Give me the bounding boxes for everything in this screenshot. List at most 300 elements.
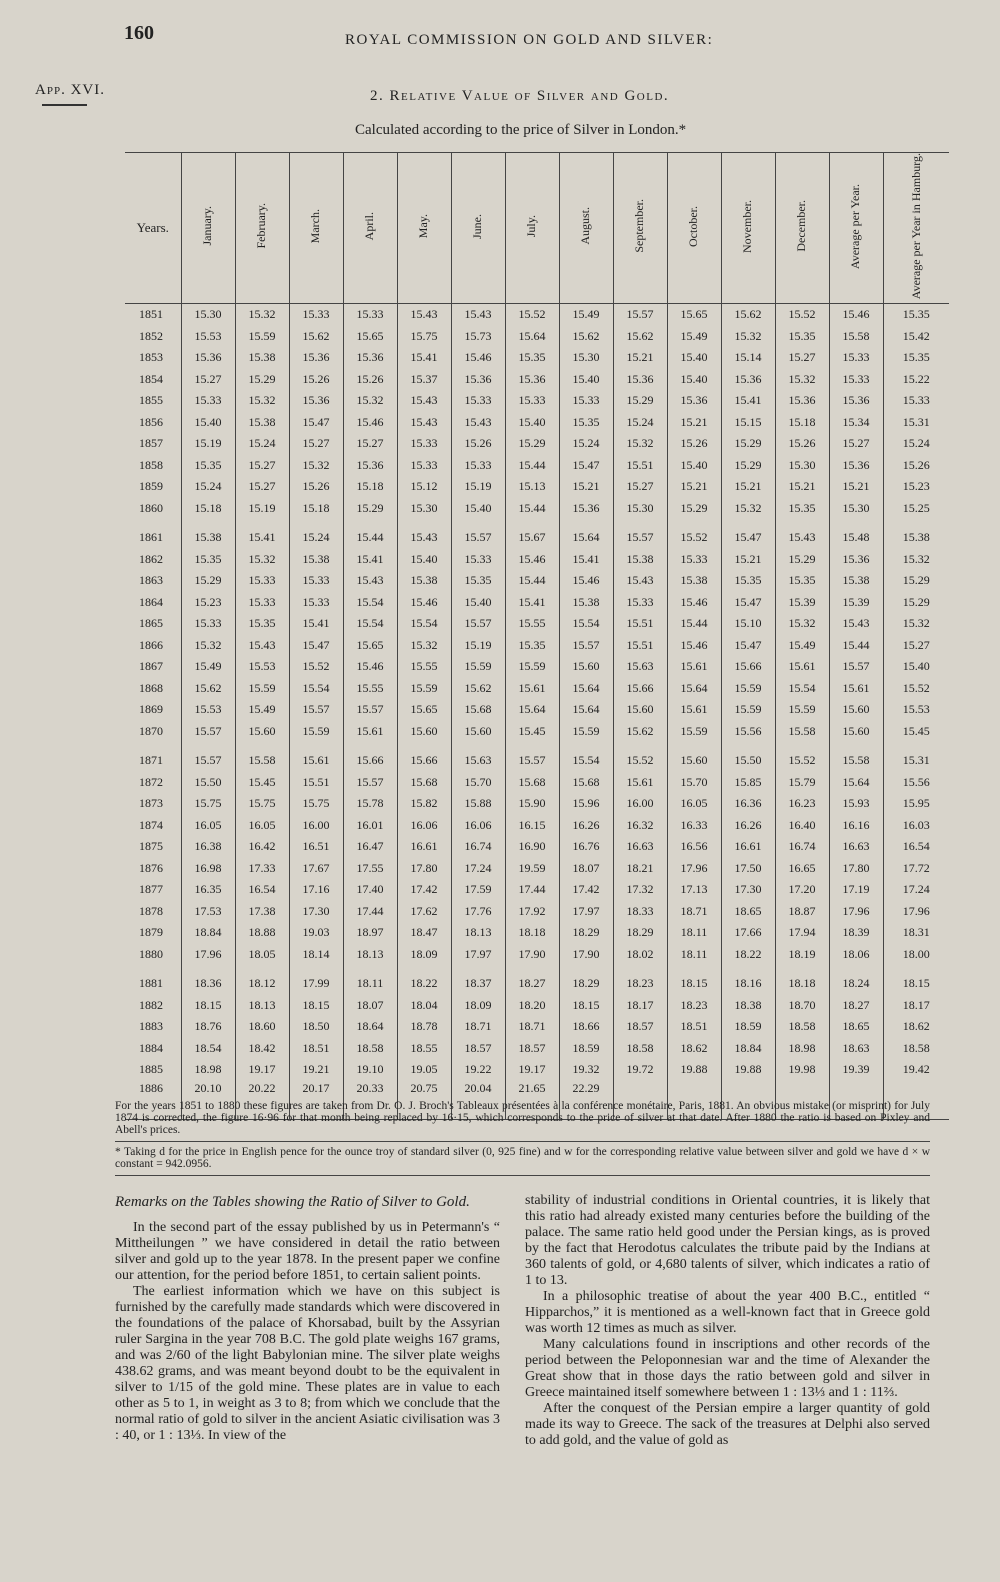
ratio-cell: 15.68: [505, 772, 559, 794]
ratio-cell: 18.36: [181, 965, 235, 995]
ratio-cell: 17.40: [343, 879, 397, 901]
table-row: [125, 678, 949, 700]
ratio-cell: 15.27: [343, 433, 397, 455]
ratio-cell: 18.64: [343, 1016, 397, 1038]
ratio-cell: 18.21: [613, 858, 667, 880]
ratio-cell: 15.27: [613, 476, 667, 498]
year-cell: 1877: [139, 882, 163, 897]
ratio-cell: 15.61: [343, 721, 397, 743]
ratio-cell: 15.51: [613, 635, 667, 657]
ratio-cell: 15.36: [343, 347, 397, 369]
ratio-cell: 17.53: [181, 901, 235, 923]
ratio-cell: 15.46: [451, 347, 505, 369]
ratio-cell: 20.04: [451, 1081, 505, 1120]
ratio-cell: 15.49: [181, 656, 235, 678]
ratio-cell: 17.50: [721, 858, 775, 880]
ratio-cell: 17.80: [829, 858, 883, 880]
ratio-cell: 15.36: [289, 390, 343, 412]
ratio-cell: 15.38: [235, 412, 289, 434]
ratio-cell: 15.46: [505, 549, 559, 571]
ratio-cell: 15.43: [397, 519, 451, 549]
ratio-cell: 15.68: [451, 699, 505, 721]
ratio-cell: 15.57: [181, 721, 235, 743]
table-row: [125, 347, 949, 369]
year-cell: 1879: [139, 925, 163, 940]
column-header-label: September.: [632, 199, 647, 253]
ratio-cell: 15.21: [721, 476, 775, 498]
ratio-cell: 16.63: [613, 836, 667, 858]
ratio-cell: 15.30: [613, 498, 667, 520]
ratio-cell: 19.39: [829, 1059, 883, 1081]
ratio-cell: 15.38: [559, 592, 613, 614]
ratio-cell: 15.57: [343, 699, 397, 721]
column-header: [721, 153, 775, 304]
ratio-cell: 18.88: [235, 922, 289, 944]
column-header-label: March.: [308, 208, 323, 244]
ratio-cell: 15.29: [883, 592, 949, 614]
ratio-cell: 16.35: [181, 879, 235, 901]
ratio-cell: 15.33: [181, 613, 235, 635]
ratio-cell: 17.92: [505, 901, 559, 923]
table-row: [125, 635, 949, 657]
ratio-cell: 18.76: [181, 1016, 235, 1038]
ratio-cell: 15.27: [289, 433, 343, 455]
column-header: [775, 153, 829, 304]
ratio-cell: 15.39: [829, 592, 883, 614]
ratio-cell: 15.49: [775, 635, 829, 657]
ratio-cell: 15.10: [721, 613, 775, 635]
ratio-cell: 15.43: [775, 519, 829, 549]
ratio-cell: 15.19: [235, 498, 289, 520]
table-row: [125, 476, 949, 498]
ratio-cell: 15.29: [775, 549, 829, 571]
ratio-cell: 15.44: [505, 498, 559, 520]
ratio-cell: 15.32: [235, 549, 289, 571]
remarks-paragraph: In the second part of the essay published by us in Petermann's “ Mittheilungen ” we have considered in detail the ratio between silver and gold up to the year 1878. In the present paper we confine our attention, for the period before 1851, to certain salient points.: [115, 1220, 500, 1283]
table-row: [125, 901, 949, 923]
ratio-cell: 15.29: [181, 570, 235, 592]
column-header: [613, 153, 667, 304]
ratio-cell: 15.26: [343, 369, 397, 391]
ratio-cell: 15.36: [181, 347, 235, 369]
ratio-cell: 15.49: [667, 326, 721, 348]
ratio-cell: 17.96: [181, 944, 235, 966]
ratio-cell: 15.63: [451, 742, 505, 772]
ratio-cell: 15.52: [505, 304, 559, 326]
ratio-cell: 18.00: [883, 944, 949, 966]
column-header-years: Years.: [125, 153, 181, 304]
year-cell: 1871: [139, 753, 163, 768]
ratio-cell: 15.33: [451, 455, 505, 477]
ratio-cell: 15.59: [235, 326, 289, 348]
ratio-cell: 15.52: [883, 678, 949, 700]
year-cell: 1873: [139, 796, 163, 811]
ratio-cell: 15.46: [397, 592, 451, 614]
ratio-cell: 15.59: [559, 721, 613, 743]
column-header: [559, 153, 613, 304]
ratio-cell: 15.43: [397, 412, 451, 434]
ratio-cell: 15.32: [235, 390, 289, 412]
ratio-cell: 15.62: [721, 304, 775, 326]
column-header-label: July.: [524, 214, 539, 238]
ratio-cell: 15.58: [829, 326, 883, 348]
year-cell: 1861: [139, 530, 163, 545]
ratio-cell: 18.70: [775, 995, 829, 1017]
year-cell: 1883: [139, 1019, 163, 1034]
ratio-cell: 15.33: [289, 304, 343, 326]
ratio-cell: 18.23: [667, 995, 721, 1017]
ratio-cell: 15.32: [343, 390, 397, 412]
ratio-cell: 17.94: [775, 922, 829, 944]
ratio-cell: 16.06: [451, 815, 505, 837]
ratio-cell: 15.40: [883, 656, 949, 678]
ratio-cell: 15.58: [829, 742, 883, 772]
year-cell: 1875: [139, 839, 163, 854]
ratio-cell: 18.04: [397, 995, 451, 1017]
ratio-cell: 18.97: [343, 922, 397, 944]
table-row: [125, 656, 949, 678]
ratio-cell: 16.05: [667, 793, 721, 815]
ratio-cell: 17.97: [559, 901, 613, 923]
ratio-cell: 15.31: [883, 412, 949, 434]
ratio-cell: 15.44: [505, 570, 559, 592]
ratio-cell: 19.88: [721, 1059, 775, 1081]
column-header: [289, 153, 343, 304]
ratio-cell: 15.32: [289, 455, 343, 477]
ratio-cell: 18.71: [451, 1016, 505, 1038]
ratio-cell: 15.57: [613, 519, 667, 549]
year-cell: 1863: [139, 573, 163, 588]
ratio-cell: 16.26: [721, 815, 775, 837]
ratio-cell: 15.33: [613, 592, 667, 614]
ratio-cell: 15.64: [559, 678, 613, 700]
ratio-cell: 15.60: [667, 742, 721, 772]
ratio-cell: 15.60: [235, 721, 289, 743]
ratio-cell: 18.57: [505, 1038, 559, 1060]
column-header-label: Average per Year.: [848, 183, 863, 269]
ratio-cell: 15.21: [559, 476, 613, 498]
ratio-cell: 16.63: [829, 836, 883, 858]
ratio-cell: 15.32: [883, 549, 949, 571]
year-cell: 1872: [139, 774, 163, 789]
ratio-cell: 15.56: [883, 772, 949, 794]
year-cell: 1885: [139, 1062, 163, 1077]
ratio-cell: 15.29: [883, 570, 949, 592]
table-row: [125, 1016, 949, 1038]
ratio-cell: 15.40: [559, 369, 613, 391]
column-header: [451, 153, 505, 304]
ratio-cell: 15.35: [505, 635, 559, 657]
ratio-cell: 17.99: [289, 965, 343, 995]
ratio-table: [125, 152, 949, 1120]
ratio-cell: 15.45: [883, 721, 949, 743]
ratio-cell: 15.85: [721, 772, 775, 794]
ratio-cell: 15.57: [451, 613, 505, 635]
ratio-cell: 15.29: [505, 433, 559, 455]
ratio-cell: 18.13: [343, 944, 397, 966]
ratio-cell: 18.09: [451, 995, 505, 1017]
ratio-cell: 15.54: [343, 592, 397, 614]
ratio-cell: 15.18: [775, 412, 829, 434]
ratio-cell: 16.54: [235, 879, 289, 901]
ratio-cell: 18.07: [559, 858, 613, 880]
ratio-cell: 15.26: [775, 433, 829, 455]
ratio-cell: 18.84: [181, 922, 235, 944]
table-row: [125, 965, 949, 995]
ratio-cell: 15.54: [775, 678, 829, 700]
table-row: [125, 1038, 949, 1060]
ratio-cell: 17.44: [505, 879, 559, 901]
ratio-cell: 15.54: [559, 613, 613, 635]
ratio-cell: 18.87: [775, 901, 829, 923]
year-cell: 1886: [125, 1081, 181, 1120]
ratio-cell: 16.05: [235, 815, 289, 837]
ratio-cell: 17.96: [829, 901, 883, 923]
ratio-cell: 18.12: [235, 965, 289, 995]
ratio-cell: 19.98: [775, 1059, 829, 1081]
appendix-rule: [42, 104, 87, 106]
ratio-cell: 16.03: [883, 815, 949, 837]
ratio-cell: 15.26: [289, 369, 343, 391]
ratio-cell: 15.58: [235, 742, 289, 772]
ratio-cell: 15.18: [181, 498, 235, 520]
ratio-cell: 15.36: [559, 498, 613, 520]
ratio-cell: 15.64: [559, 699, 613, 721]
year-cell: 1867: [139, 659, 163, 674]
ratio-cell: 15.21: [775, 476, 829, 498]
ratio-cell: 18.51: [289, 1038, 343, 1060]
ratio-cell: 17.16: [289, 879, 343, 901]
ratio-cell: 15.14: [721, 347, 775, 369]
ratio-cell: 16.32: [613, 815, 667, 837]
ratio-cell: 19.05: [397, 1059, 451, 1081]
ratio-cell: 15.59: [775, 699, 829, 721]
section-title: 2. Relative Value of Silver and Gold.: [370, 88, 670, 104]
ratio-cell: 16.16: [829, 815, 883, 837]
ratio-cell: 16.90: [505, 836, 559, 858]
ratio-cell: 15.36: [451, 369, 505, 391]
ratio-cell: 15.35: [235, 613, 289, 635]
table-row: [125, 742, 949, 772]
ratio-cell: 16.40: [775, 815, 829, 837]
ratio-cell: 15.75: [289, 793, 343, 815]
ratio-cell: 15.55: [343, 678, 397, 700]
footnote-rule-bottom: [115, 1175, 930, 1176]
ratio-cell: 18.60: [235, 1016, 289, 1038]
ratio-cell: 15.53: [235, 656, 289, 678]
table-row: [125, 433, 949, 455]
ratio-cell: 15.46: [667, 635, 721, 657]
year-cell: 1884: [139, 1040, 163, 1055]
table-row: [125, 519, 949, 549]
ratio-cell: 15.64: [505, 699, 559, 721]
ratio-cell: 15.64: [667, 678, 721, 700]
table-row: [125, 412, 949, 434]
ratio-cell: 16.38: [181, 836, 235, 858]
ratio-cell: 15.33: [883, 390, 949, 412]
ratio-cell: 18.27: [829, 995, 883, 1017]
ratio-cell: 15.43: [235, 635, 289, 657]
ratio-cell: 18.98: [181, 1059, 235, 1081]
ratio-cell: 18.38: [721, 995, 775, 1017]
table-row: [125, 721, 949, 743]
ratio-cell: 15.57: [829, 656, 883, 678]
ratio-cell: 17.42: [559, 879, 613, 901]
ratio-cell: 15.38: [667, 570, 721, 592]
ratio-cell: 15.29: [721, 433, 775, 455]
ratio-cell: 18.22: [721, 944, 775, 966]
ratio-cell: 15.36: [505, 369, 559, 391]
ratio-cell: 15.33: [829, 347, 883, 369]
remarks-paragraph: Many calculations found in inscriptions and other records of the period between the Peloponnesian war and the time of Alexander the Great show that in those days the ratio between gold and silver in Greece maintained itself somewhere between 1 : 13⅓ and 1 : 11⅔.: [525, 1337, 930, 1400]
ratio-cell: 18.16: [721, 965, 775, 995]
ratio-cell: 17.13: [667, 879, 721, 901]
ratio-cell: 15.60: [451, 721, 505, 743]
ratio-cell: 19.22: [451, 1059, 505, 1081]
ratio-cell: 15.61: [613, 772, 667, 794]
ratio-cell: 16.76: [559, 836, 613, 858]
ratio-cell: 15.75: [181, 793, 235, 815]
ratio-cell: 15.36: [289, 347, 343, 369]
ratio-cell: 15.39: [775, 592, 829, 614]
ratio-cell: 18.66: [559, 1016, 613, 1038]
ratio-cell: 15.66: [343, 742, 397, 772]
ratio-cell: 18.58: [343, 1038, 397, 1060]
ratio-cell: 16.51: [289, 836, 343, 858]
ratio-cell: 15.29: [613, 390, 667, 412]
ratio-cell: 15.49: [235, 699, 289, 721]
ratio-cell: 15.33: [505, 390, 559, 412]
table-row: [125, 772, 949, 794]
ratio-cell: 15.35: [721, 570, 775, 592]
ratio-cell: 18.31: [883, 922, 949, 944]
column-header-label: November.: [740, 199, 755, 253]
ratio-cell: 15.52: [289, 656, 343, 678]
ratio-cell: 15.67: [505, 519, 559, 549]
ratio-cell: 15.59: [397, 678, 451, 700]
ratio-cell: 15.36: [667, 390, 721, 412]
ratio-cell: 18.65: [829, 1016, 883, 1038]
ratio-cell: 15.26: [289, 476, 343, 498]
ratio-cell: 15.35: [451, 570, 505, 592]
ratio-cell: 15.47: [289, 412, 343, 434]
ratio-cell: 18.18: [505, 922, 559, 944]
year-cell: 1860: [139, 500, 163, 515]
ratio-cell: 18.63: [829, 1038, 883, 1060]
ratio-cell: 15.46: [343, 656, 397, 678]
column-header-label: May.: [416, 213, 431, 239]
ratio-cell: 15.21: [613, 347, 667, 369]
ratio-cell: 15.61: [289, 742, 343, 772]
ratio-cell: 16.06: [397, 815, 451, 837]
year-cell: 1855: [139, 393, 163, 408]
ratio-cell: 18.39: [829, 922, 883, 944]
ratio-cell: 15.24: [235, 433, 289, 455]
ratio-cell: 15.21: [721, 549, 775, 571]
table-row: [125, 879, 949, 901]
ratio-cell: 15.63: [613, 656, 667, 678]
remarks-paragraph: stability of industrial conditions in Oriental countries, it is likely that this ratio had already existed many centuries before the building of the palace. The same ratio held good under the Persian kings, as is proved by the fact that Herodotus calculates the tribute paid by the Indians at 360 talents of gold, or 4,680 talents of silver, which indicates a ratio of 1 to 13.: [525, 1193, 930, 1288]
year-cell: 1874: [139, 817, 163, 832]
ratio-cell: 15.36: [829, 455, 883, 477]
ratio-cell: 15.61: [775, 656, 829, 678]
ratio-cell: 15.46: [829, 304, 883, 326]
ratio-cell: 15.41: [559, 549, 613, 571]
ratio-cell: 15.42: [883, 326, 949, 348]
ratio-cell: 15.59: [451, 656, 505, 678]
ratio-cell: 18.42: [235, 1038, 289, 1060]
ratio-cell: 15.35: [559, 412, 613, 434]
ratio-cell: 18.58: [775, 1016, 829, 1038]
ratio-cell: 15.38: [613, 549, 667, 571]
ratio-cell: 16.05: [181, 815, 235, 837]
year-cell: 1858: [139, 457, 163, 472]
ratio-cell: 15.68: [559, 772, 613, 794]
table-note: For the years 1851 to 1880 these figures are taken from Dr. O. J. Broch's Tableaux présentées à la conférence monétaire, Paris, 1881. An obvious mistake (or misprint) for July 1874 is corrected, the figure 16·96 for that month being replaced by 16·15, which corresponds to the price of silver at that date. After 1880 the ratio is based on Pixley and Abell's prices.: [115, 1100, 930, 1137]
ratio-cell: 18.51: [667, 1016, 721, 1038]
ratio-cell: 18.29: [559, 922, 613, 944]
ratio-cell: 18.57: [451, 1038, 505, 1060]
ratio-cell: 15.62: [181, 678, 235, 700]
ratio-cell: 15.53: [883, 699, 949, 721]
ratio-cell: 15.29: [667, 498, 721, 520]
ratio-cell: 15.29: [721, 455, 775, 477]
ratio-cell: 18.71: [505, 1016, 559, 1038]
remarks-right-column: [525, 1193, 930, 1449]
ratio-cell: 15.26: [451, 433, 505, 455]
ratio-cell: 18.07: [343, 995, 397, 1017]
ratio-cell: 15.33: [667, 549, 721, 571]
ratio-cell: 15.43: [397, 304, 451, 326]
ratio-cell: 18.58: [613, 1038, 667, 1060]
ratio-cell: 15.35: [505, 347, 559, 369]
ratio-cell: 15.78: [343, 793, 397, 815]
ratio-cell: 15.27: [235, 476, 289, 498]
ratio-cell: 15.35: [181, 455, 235, 477]
ratio-cell: 15.21: [667, 476, 721, 498]
ratio-cell: 18.50: [289, 1016, 343, 1038]
table-row: [125, 498, 949, 520]
ratio-cell: 18.11: [343, 965, 397, 995]
ratio-cell: 15.54: [289, 678, 343, 700]
ratio-cell: 17.30: [289, 901, 343, 923]
ratio-cell: 18.02: [613, 944, 667, 966]
ratio-cell: 15.57: [451, 519, 505, 549]
ratio-cell: 15.23: [883, 476, 949, 498]
table-row: [125, 1059, 949, 1081]
ratio-cell: 16.98: [181, 858, 235, 880]
ratio-cell: 19.88: [667, 1059, 721, 1081]
ratio-cell: 15.66: [397, 742, 451, 772]
ratio-cell: 15.24: [613, 412, 667, 434]
ratio-cell: 15.36: [829, 390, 883, 412]
ratio-cell: 15.33: [451, 390, 505, 412]
ratio-cell: 17.24: [883, 879, 949, 901]
column-header: [235, 153, 289, 304]
ratio-cell: 15.19: [181, 433, 235, 455]
ratio-cell: 15.96: [559, 793, 613, 815]
ratio-cell: 15.47: [559, 455, 613, 477]
table-header-row: [125, 153, 949, 304]
year-cell: 1859: [139, 479, 163, 494]
ratio-cell: 15.36: [775, 390, 829, 412]
ratio-cell: 18.33: [613, 901, 667, 923]
ratio-cell: 18.27: [505, 965, 559, 995]
ratio-cell: 15.55: [505, 613, 559, 635]
column-header-label: February.: [254, 203, 269, 249]
column-header: [181, 153, 235, 304]
ratio-cell: 15.70: [451, 772, 505, 794]
